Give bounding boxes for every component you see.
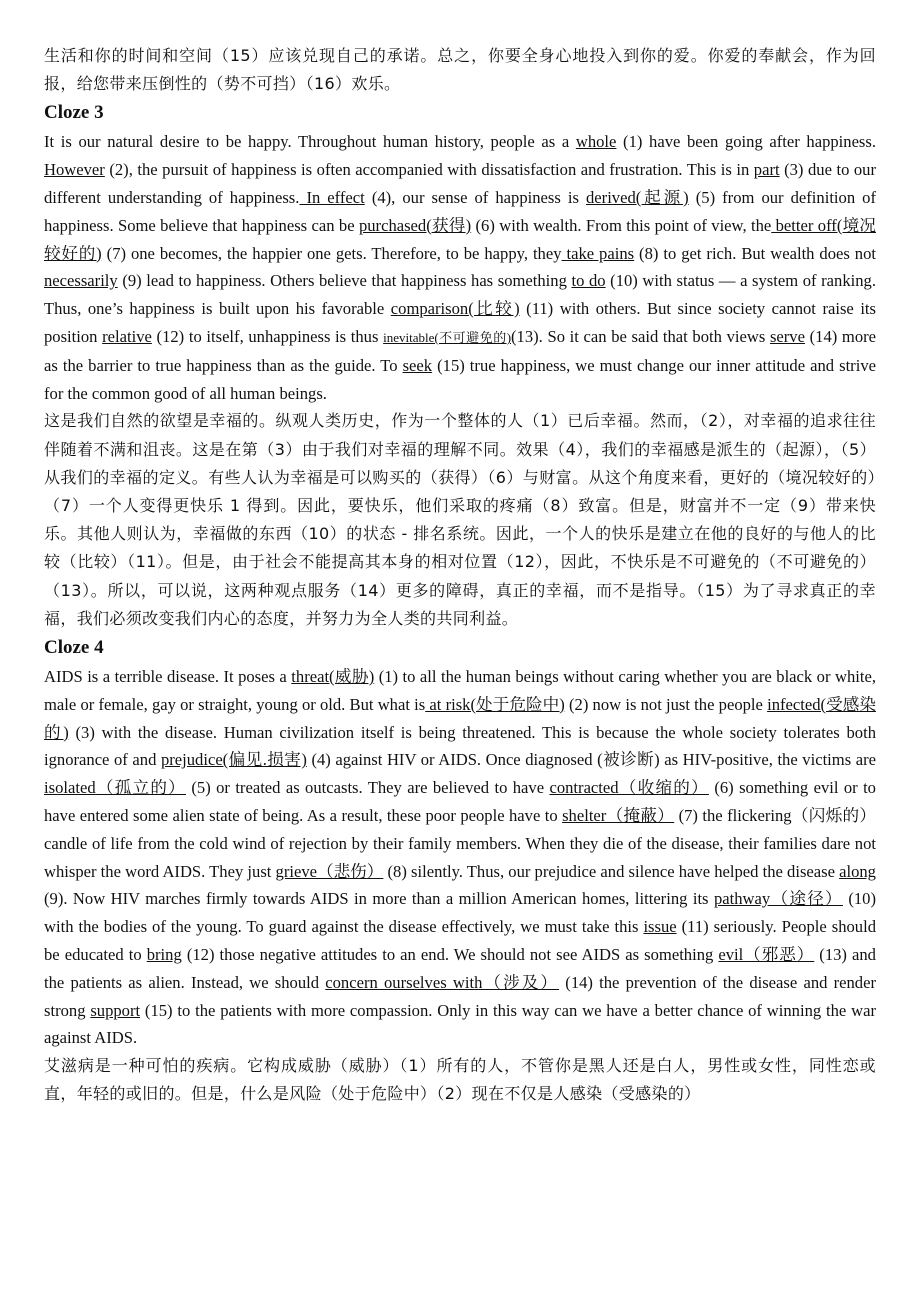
answer-10: pathway（途径） <box>713 889 843 909</box>
answer-11: issue <box>643 917 677 937</box>
answer-11: comparison(比较) <box>390 299 520 319</box>
answer-15: support <box>90 1000 141 1020</box>
answer-13: evil（邪恶） <box>718 944 815 964</box>
answer-15: seek <box>402 355 433 375</box>
cloze-3-heading: Cloze 3 <box>44 102 104 124</box>
answer-3: infected(受感染的) <box>44 694 876 742</box>
cloze-3-translation: 这是我们自然的欲望是幸福的。纵观人类历史，作为一个整体的人（1）已后幸福。然而，（2），对幸福的追求往往伴随着不满和沮丧。这是在第（3）由于我们对幸福的理解不同。效果（4），我们的幸福感是派生的（起源），（5）从我们的幸福的定义。有些人认为幸福是可以购买的（获得）（6）与财富。从这个角度来看，更好的（境况较好的）（7）一个人变得更快乐 1 得到。因此，要快乐，他们采取的疼痛（8）致富。但是，财富并不一定（9）带来快乐。其他人则认为，幸福做的东西（10）的状态 - 排名系统。因此，一个人的快乐是建立在他的良好的与他人的比较（比较）（11）。但是，由于社会不能提高其本身的相对位置（12），因此，不快乐是不可避免的（不可避免的）（13）。所以，可以说，这两种观点服务（14）更多的障碍，真正的幸福，而不是指导。（15）为了寻求真正的幸福，我们必须改变我们内心的态度，并努力为全人类的共同利益。 <box>44 411 876 628</box>
answer-2: However <box>44 160 105 180</box>
answer-1: threat(威胁) <box>291 667 375 686</box>
answer-9: along <box>839 861 876 881</box>
answer-10: to do <box>571 271 606 291</box>
answer-8: take pains <box>561 243 635 263</box>
answer-1: whole <box>575 132 617 152</box>
answer-4: prejudice(偏见.损害) <box>160 750 307 770</box>
answer-6: contracted（收缩的） <box>549 778 709 798</box>
answer-5: derived(起源) <box>586 188 689 207</box>
cloze-3-passage: It is our natural desire to be happy. Throughout human history, people as a whole (1) have been going after happiness. However (2), the pursuit of happiness is often accompanied with dissatisfaction and frustration. This is in part (3) due to our different understanding of happiness. In effect (4), our sense of happiness is derived(起源) (5) from our definition of happiness. Some believe that happiness can be purchased(获得) (6) with wealth. From this point of view, the better off(境况较好的) (7) one becomes, the happier one gets. Therefore, to be happy, they take pains (8) to get rich. But wealth does not necessarily (9) lead to happiness. Others believe that happiness has something to do (10) with status — a system of ranking. Thus, one’s happiness is built upon his favorable comparison(比较) (11) with others. But since society cannot raise its position relative (12) to itself, unhappiness is thus inevitable(不可避免的)(13). So it can be said that both views serve (14) more as the barrier to true happiness than as the guide. To seek (15) true happiness, we must change our inner attitude and strive for the common good of all human beings. <box>44 132 877 403</box>
answer-12: relative <box>102 326 152 346</box>
answer-4: In effect <box>299 188 365 207</box>
answer-8: grieve（悲伤） <box>275 861 384 881</box>
answer-3: part <box>753 160 780 180</box>
answer-6: purchased(获得) <box>358 215 472 235</box>
answer-12: bring <box>146 944 182 964</box>
answer-13: inevitable(不可避免的) <box>383 329 512 345</box>
answer-5: isolated（孤立的） <box>44 778 186 798</box>
cloze-4-translation: 艾滋病是一种可怕的疾病。它构成威胁（威胁）（1）所有的人，不管你是黑人还是白人，男性或女性，同性恋或直，年轻的或旧的。但是，什么是风险（处于危险中）（2）现在不仅是人感染（受感染的） <box>44 1056 876 1104</box>
answer-9: necessarily <box>44 271 118 291</box>
answer-2: at risk(处于危险中) <box>425 694 565 714</box>
intro-translation: 生活和你的时间和空间（15）应该兑现自己的承诺。总之，你要全身心地投入到你的爱。你爱的奉献会，作为回报，给您带来压倒性的（势不可挡）（16）欢乐。 <box>44 46 876 94</box>
answer-14: concern ourselves with（涉及） <box>325 972 560 992</box>
answer-7: better off(境况较好的) <box>44 215 876 263</box>
answer-7: shelter（掩蔽） <box>562 805 675 825</box>
answer-14: serve <box>769 326 805 346</box>
cloze-4-heading: Cloze 4 <box>44 637 104 658</box>
cloze-4-passage: AIDS is a terrible disease. It poses a threat(威胁) (1) to all the human beings without caring whether you are black or white, male or female, gay or straight, young or old. But what is at risk(处于危险中) (2) now is not just the people infected(受感染的) (3) with the disease. Human civilization itself is being threatened. This is because the whole society tolerates both ignorance of and prejudice(偏见.损害) (4) against HIV or AIDS. Once diagnosed (被诊断) as HIV-positive, the victims are isolated（孤立的） (5) or treated as outcasts. They are believed to have contracted（收缩的） (6) something evil or to have entered some alien state of being. As a result, these poor people have to shelter（掩蔽） (7) the flickering（闪烁的）candle of life from the cold wind of rejection by their family members. When they die of the disease, their families dare not whisper the word AIDS. They just grieve（悲伤） (8) silently. Thus, our prejudice and silence have helped the disease along (9). Now HIV marches firmly towards AIDS in more than a million American homes, littering its pathway（途径） (10) with the bodies of the young. To guard against the disease effectively, we must take this issue (11) seriously. People should be educated to bring (12) those negative attitudes to an end. We should not see AIDS as something evil（邪恶） (13) and the patients as alien. Instead, we should concern ourselves with（涉及） (14) the prevention of the disease and render strong support (15) to the patients with more compassion. Only in this way can we have a better chance of winning the war against AIDS. <box>44 667 877 1048</box>
